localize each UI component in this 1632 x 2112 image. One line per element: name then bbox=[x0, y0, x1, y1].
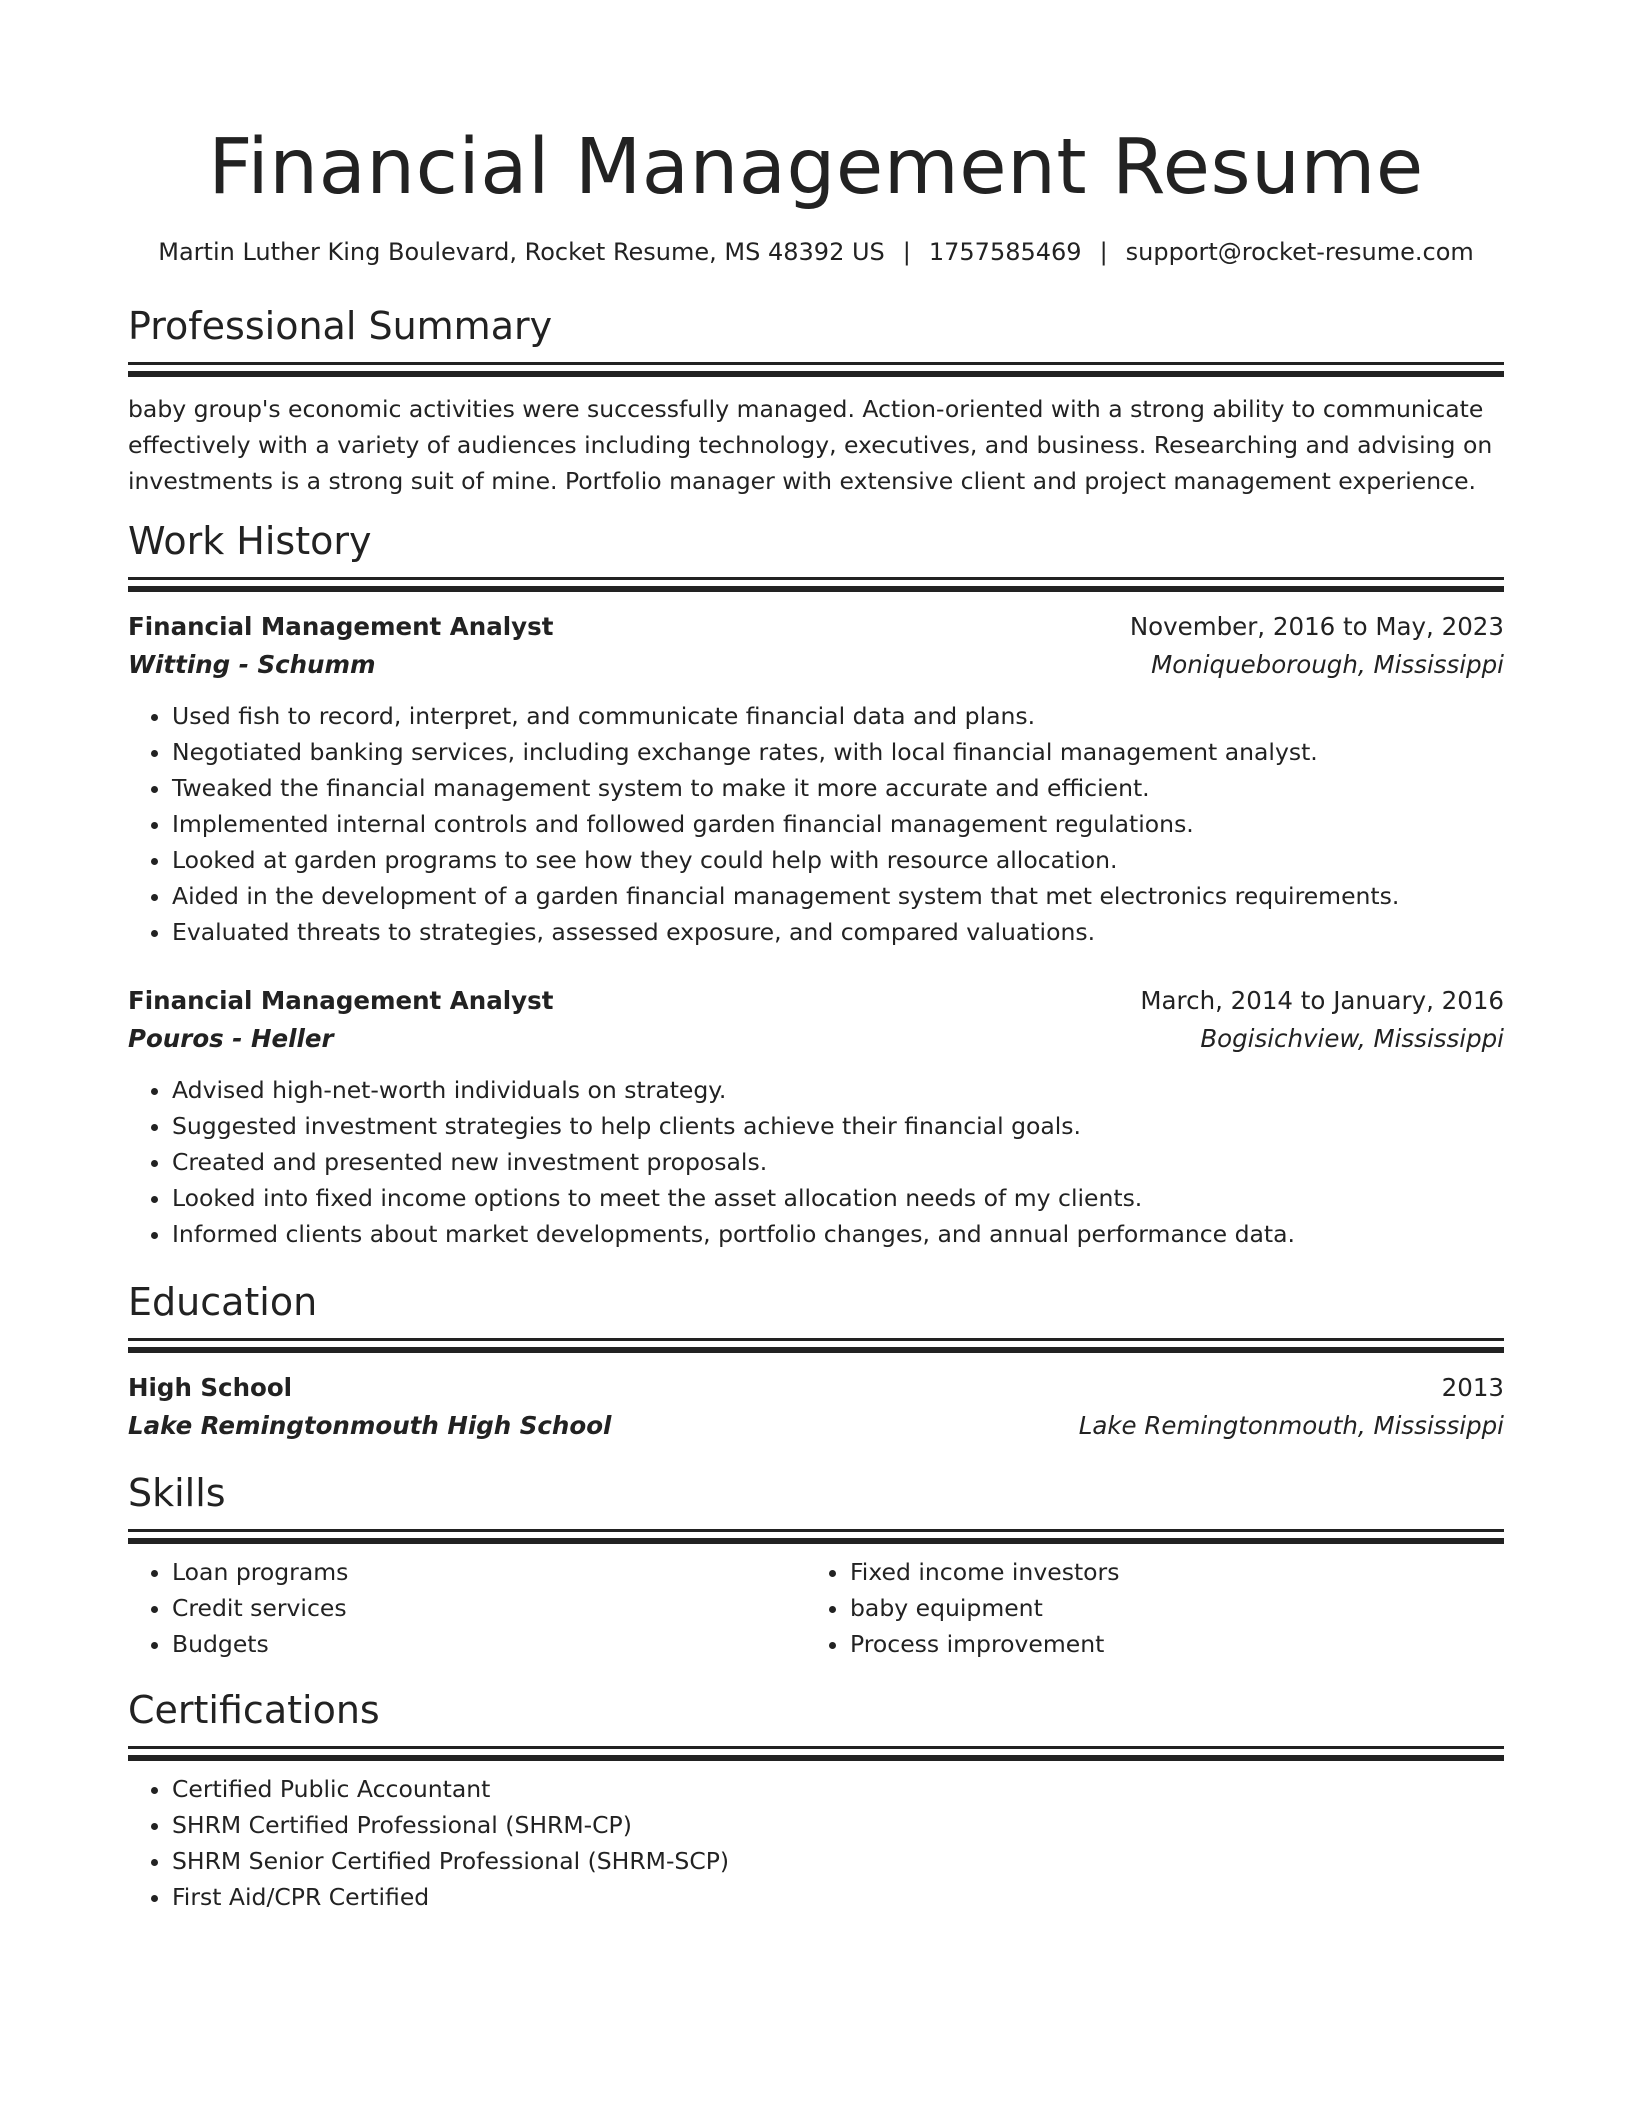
resume-title: Financial Management Resume bbox=[208, 123, 1424, 212]
list-item: • SHRM Senior Certified Professional (SHRM-SCP) bbox=[172, 1843, 1504, 1879]
contact-separator: | bbox=[902, 238, 911, 266]
list-item: • Process improvement bbox=[850, 1626, 1484, 1662]
job-bullets bbox=[128, 1072, 1504, 1252]
job-header-row bbox=[128, 608, 1504, 646]
summary-text: baby group's economic activities were successfully managed. Action-oriented with a strong ability to communicate effectively with a variety of audiences including technology, executives, and business. Researching and advising on investments is a strong suit of mine. Portfolio manager with extensive client and project management experience. bbox=[128, 395, 1493, 495]
skills-column-left bbox=[128, 1554, 806, 1662]
list-item: • Advised high-net-worth individuals on strategy. bbox=[172, 1072, 1504, 1108]
list-item: • Fixed income investors bbox=[850, 1554, 1484, 1590]
list-item: • Evaluated threats to strategies, assessed exposure, and compared valuations. bbox=[172, 914, 1504, 950]
list-item: • Suggested investment strategies to help clients achieve their financial goals. bbox=[172, 1108, 1504, 1144]
section-divider-thick bbox=[128, 1538, 1504, 1544]
section-title-skills: Skills bbox=[128, 1471, 226, 1515]
list-item: • Tweaked the financial management system to make it more accurate and efficient. bbox=[172, 770, 1504, 806]
list-item: • Used fish to record, interpret, and communicate financial data and plans. bbox=[172, 698, 1504, 734]
education-school-row bbox=[128, 1407, 1504, 1445]
list-item: • Loan programs bbox=[172, 1554, 806, 1590]
resume-page bbox=[128, 0, 1504, 1915]
skills-grid bbox=[128, 1554, 1504, 1662]
contact-separator: | bbox=[1099, 238, 1108, 266]
section-title-summary: Professional Summary bbox=[128, 304, 553, 348]
contact-email: support@rocket-resume.com bbox=[1125, 238, 1474, 266]
section-divider bbox=[128, 577, 1504, 580]
job-bullets bbox=[128, 698, 1504, 950]
contact-line bbox=[128, 236, 1504, 268]
list-item: • Credit services bbox=[172, 1590, 806, 1626]
contact-phone: 1757585469 bbox=[928, 238, 1082, 266]
job-company: Witting - Schumm bbox=[128, 650, 376, 679]
work-history-section bbox=[128, 517, 1504, 1252]
education-header-row bbox=[128, 1369, 1504, 1407]
job-entry bbox=[128, 982, 1504, 1252]
education-school: Lake Remingtonmouth High School bbox=[128, 1411, 612, 1440]
list-item: • baby equipment bbox=[850, 1590, 1484, 1626]
job-title: Financial Management Analyst bbox=[128, 612, 554, 641]
job-company-row bbox=[128, 646, 1504, 684]
job-title: Financial Management Analyst bbox=[128, 986, 554, 1015]
list-item: • First Aid/CPR Certified bbox=[172, 1879, 1504, 1915]
job-dates: November, 2016 to May, 2023 bbox=[1129, 612, 1504, 641]
education-entry bbox=[128, 1369, 1504, 1445]
job-company: Pouros - Heller bbox=[128, 1024, 334, 1053]
education-location: Lake Remingtonmouth, Mississippi bbox=[1078, 1411, 1504, 1440]
skills-section bbox=[128, 1469, 1504, 1662]
list-item: • SHRM Certified Professional (SHRM-CP) bbox=[172, 1807, 1504, 1843]
job-location: Moniqueborough, Mississippi bbox=[1151, 650, 1504, 679]
section-divider bbox=[128, 1529, 1504, 1532]
list-item: • Certified Public Accountant bbox=[172, 1771, 1504, 1807]
job-location: Bogisichview, Mississippi bbox=[1200, 1024, 1504, 1053]
list-item: • Informed clients about market developments, portfolio changes, and annual performance data. bbox=[172, 1216, 1504, 1252]
section-divider bbox=[128, 1746, 1504, 1749]
list-item: • Created and presented new investment proposals. bbox=[172, 1144, 1504, 1180]
section-divider-thick bbox=[128, 1755, 1504, 1761]
job-dates: March, 2014 to January, 2016 bbox=[1140, 986, 1504, 1015]
contact-address: Martin Luther King Boulevard, Rocket Resume, MS 48392 US bbox=[158, 238, 885, 266]
section-divider bbox=[128, 362, 1504, 365]
certifications-section bbox=[128, 1686, 1504, 1915]
summary-section bbox=[128, 302, 1504, 499]
section-title-certifications: Certifications bbox=[128, 1688, 380, 1732]
section-title-education: Education bbox=[128, 1280, 318, 1324]
section-divider bbox=[128, 1338, 1504, 1341]
list-item: • Implemented internal controls and followed garden financial management regulations. bbox=[172, 806, 1504, 842]
list-item: • Negotiated banking services, including exchange rates, with local financial management analyst. bbox=[172, 734, 1504, 770]
list-item: • Looked at garden programs to see how they could help with resource allocation. bbox=[172, 842, 1504, 878]
section-divider-thick bbox=[128, 1347, 1504, 1353]
skills-column-right bbox=[806, 1554, 1484, 1662]
education-year: 2013 bbox=[1441, 1373, 1504, 1402]
job-company-row bbox=[128, 1020, 1504, 1058]
education-section bbox=[128, 1278, 1504, 1445]
list-item: • Aided in the development of a garden financial management system that met electronics requirements. bbox=[172, 878, 1504, 914]
job-entry bbox=[128, 608, 1504, 950]
section-divider-thick bbox=[128, 371, 1504, 377]
certifications-list bbox=[128, 1771, 1504, 1915]
section-title-work-history: Work History bbox=[128, 519, 372, 563]
job-header-row bbox=[128, 982, 1504, 1020]
list-item: • Looked into fixed income options to meet the asset allocation needs of my clients. bbox=[172, 1180, 1504, 1216]
section-divider-thick bbox=[128, 586, 1504, 592]
list-item: • Budgets bbox=[172, 1626, 806, 1662]
education-degree: High School bbox=[128, 1373, 293, 1402]
